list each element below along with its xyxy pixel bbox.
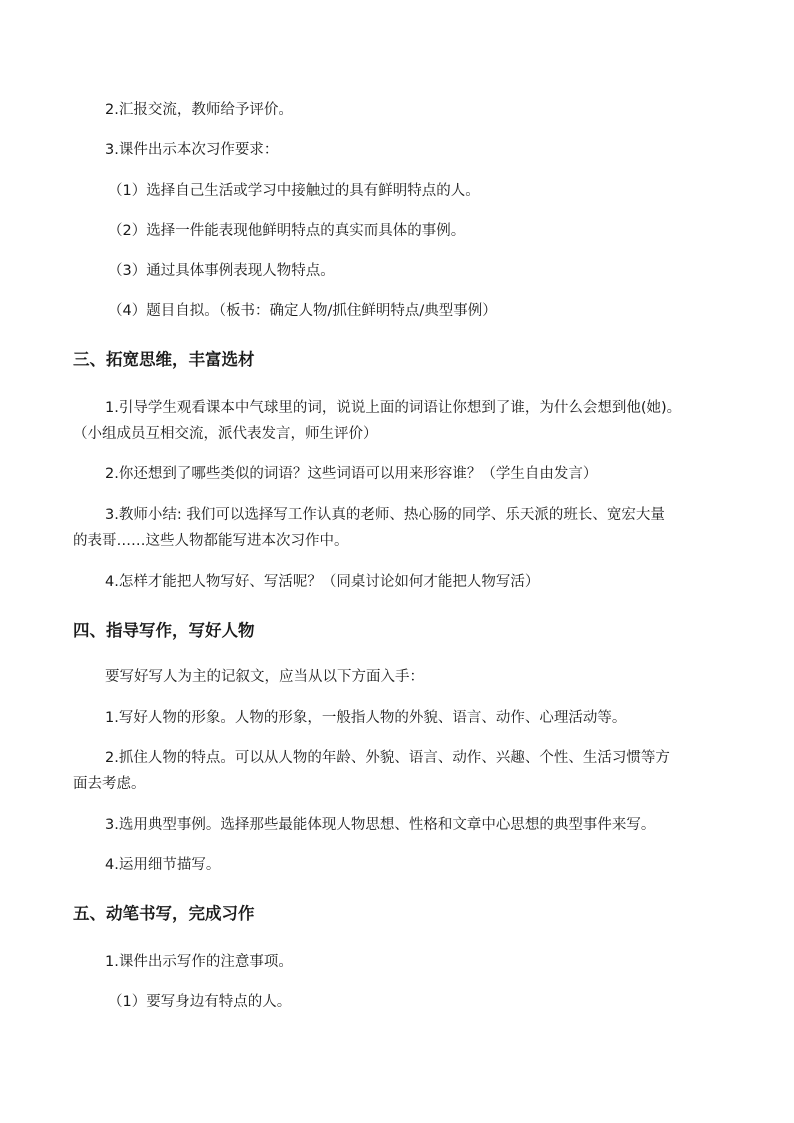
section-3-heading: 三、拓宽思维，丰富选材 [73, 350, 255, 369]
section-3-item-2: 2.你还想到了哪些类似的词语？这些词语可以用来形容谁？（学生自由发言） [105, 466, 598, 482]
requirement-item-3: （3）通过具体事例表现人物特点。 [108, 263, 335, 279]
section-4-item-2-cont: 面去考虑。 [73, 776, 146, 792]
section-4-intro: 要写好写人为主的记叙文，应当从以下方面入手： [105, 669, 424, 685]
requirement-item-2: （2）选择一件能表现他鲜明特点的真实而具体的事例。 [108, 223, 466, 239]
section-3-item-1: 1.引导学生观看课本中气球里的词，说说上面的词语让你想到了谁，为什么会想到他(她)。 [105, 400, 682, 416]
courseware-requirements-item: 3.课件出示本次习作要求： [105, 142, 279, 158]
section-3-item-3-cont: 的表哥……这些人物都能写进本次习作中。 [73, 533, 349, 549]
section-4-item-3: 3.选用典型事例。选择那些最能体现人物思想、性格和文章中心思想的典型事件来写。 [105, 817, 656, 833]
section-4-heading: 四、指导写作，写好人物 [73, 621, 255, 640]
report-exchange-item: 2.汇报交流，教师给予评价。 [105, 102, 293, 118]
section-5-sub-item-1: （1）要写身边有特点的人。 [108, 994, 292, 1010]
section-4-item-4: 4.运用细节描写。 [105, 857, 221, 873]
section-4-item-1: 1.写好人物的形象。人物的形象，一般指人物的外貌、语言、动作、心理活动等。 [105, 710, 627, 726]
section-3-item-1-cont: （小组成员互相交流，派代表发言，师生评价） [73, 426, 378, 442]
requirement-item-4: （4）题目自拟。（板书：确定人物/抓住鲜明特点/典型事例） [108, 303, 497, 319]
section-3-item-3: 3.教师小结: 我们可以选择写工作认真的老师、热心肠的同学、乐天派的班长、宽宏大量 [105, 507, 665, 523]
section-5-item-1: 1.课件出示写作的注意事项。 [105, 954, 293, 970]
section-3-item-4: 4.怎样才能把人物写好、写活呢？（同桌讨论如何才能把人物写活） [105, 574, 540, 590]
requirement-item-1: （1）选择自己生活或学习中接触过的具有鲜明特点的人。 [108, 183, 480, 199]
section-4-item-2: 2.抓住人物的特点。可以从人物的年龄、外貌、语言、动作、兴趣、个性、生活习惯等方 [105, 750, 670, 766]
section-5-heading: 五、动笔书写，完成习作 [73, 904, 255, 923]
